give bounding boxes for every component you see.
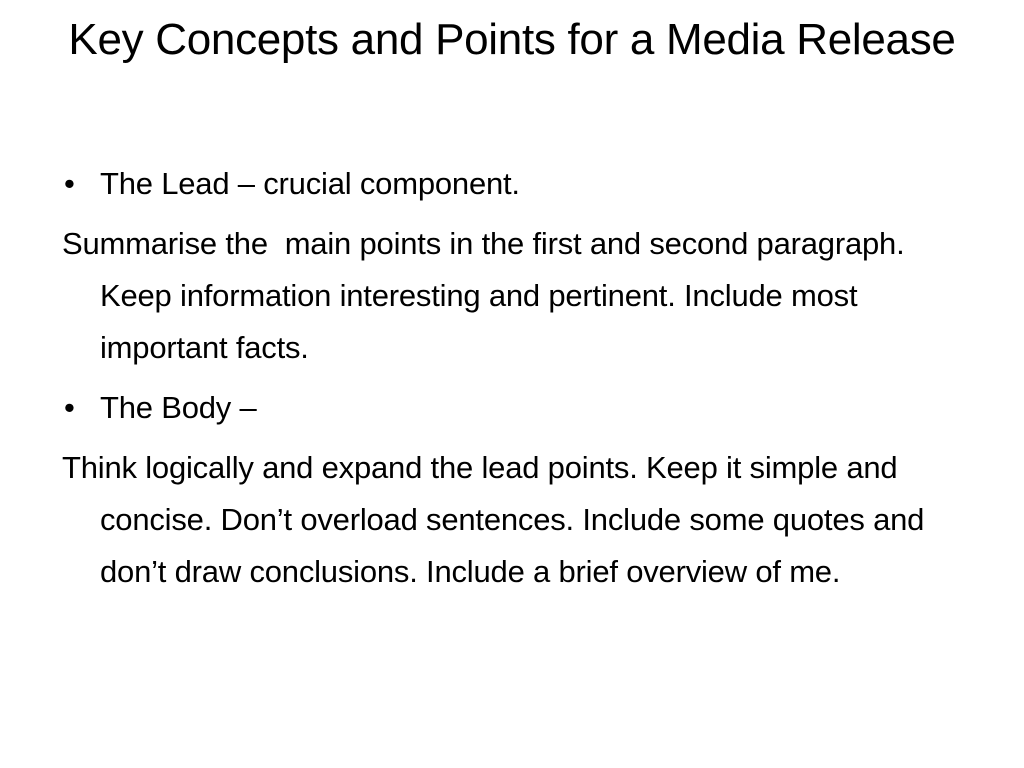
bullet-icon: • [64, 390, 75, 425]
slide-title: Key Concepts and Points for a Media Release [68, 15, 956, 64]
bullet-icon: • [64, 166, 75, 201]
bullet-lead-text: The Lead – crucial component. [100, 166, 520, 201]
bullet-body [62, 382, 982, 434]
bullet-body-text: The Body – [100, 390, 257, 425]
paragraph-body-details: Think logically and expand the lead points. Keep it simple and concise. Don’t overload sentences. Include some quotes and don’t draw conclusions. Include a brief overview of me. [62, 450, 925, 589]
paragraph-lead-details: Summarise the main points in the first and second paragraph. Keep information interesting and pertinent. Include most important facts. [62, 226, 913, 365]
bullet-lead [62, 158, 982, 210]
slide-content [62, 158, 982, 606]
